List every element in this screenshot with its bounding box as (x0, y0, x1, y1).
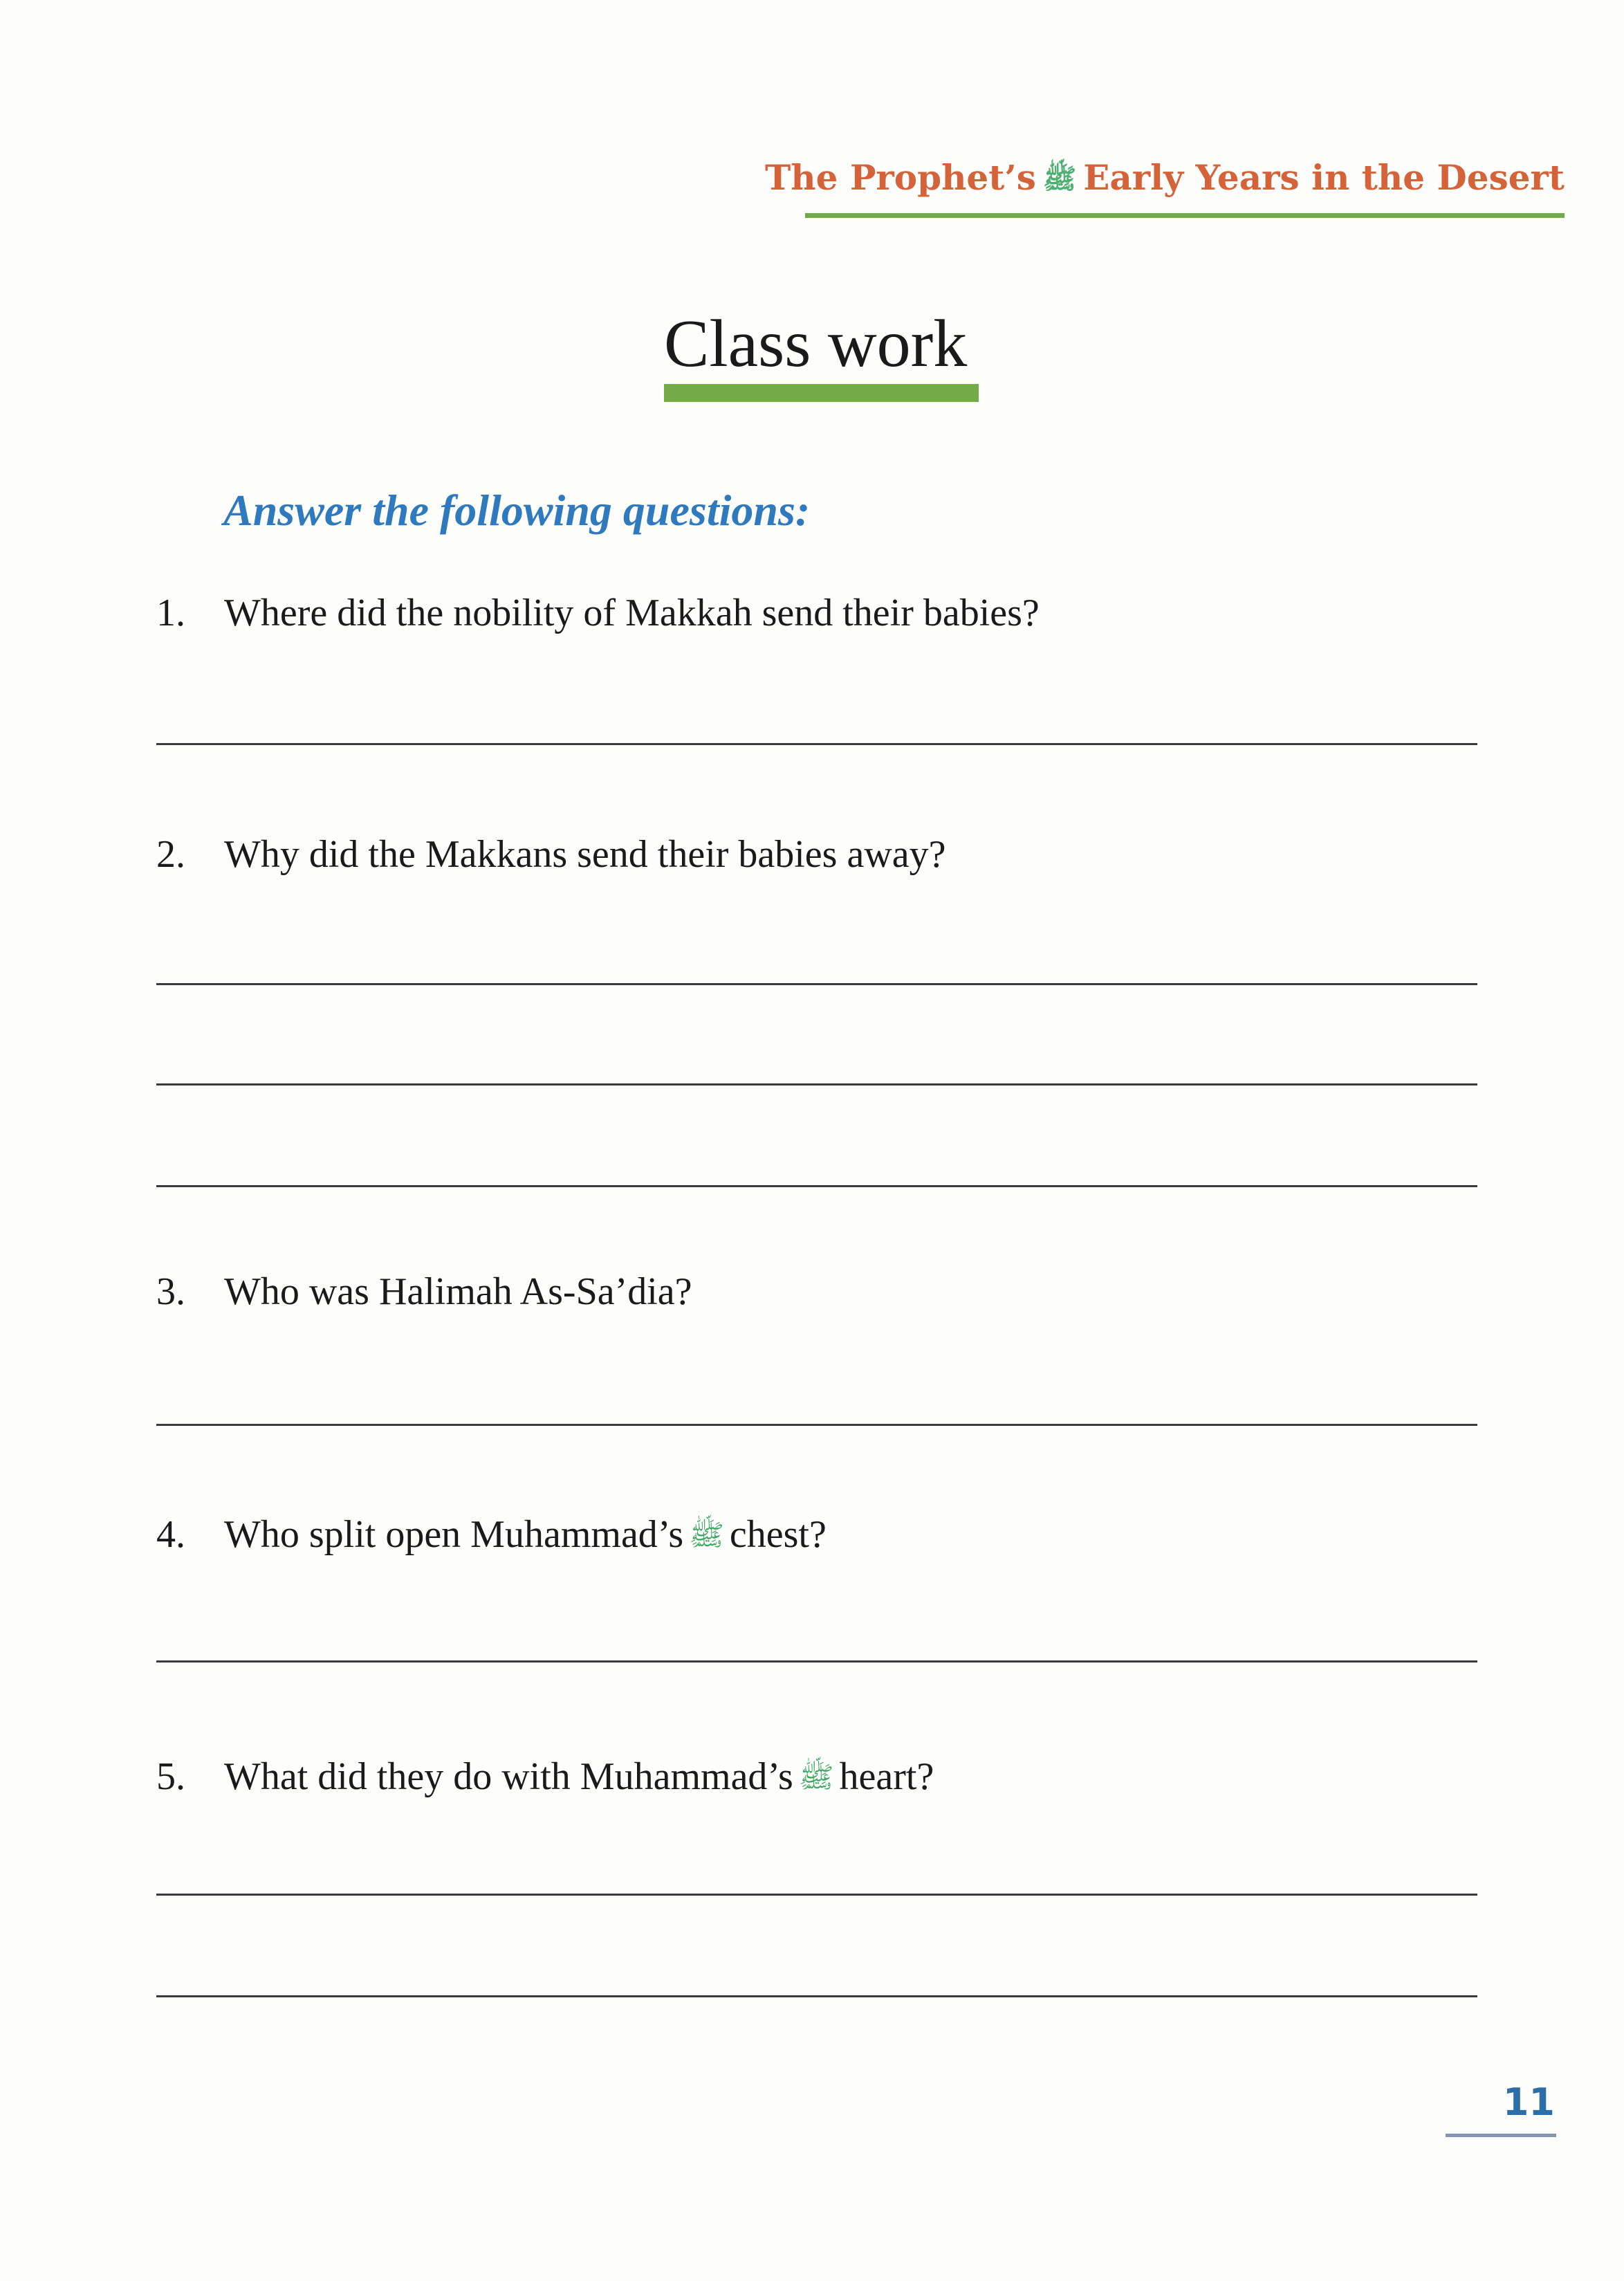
section-title: Class work (664, 306, 968, 381)
instruction-text: Answer the following questions: (223, 486, 811, 535)
answer-line-4a[interactable] (156, 1660, 1477, 1662)
question-number: 2. (156, 833, 185, 876)
question-number: 3. (156, 1270, 185, 1313)
pbuh-icon: ﷺ (1042, 163, 1077, 195)
answer-line-2b[interactable] (156, 1083, 1477, 1085)
answer-line-3a[interactable] (156, 1424, 1477, 1426)
running-header (765, 157, 1565, 198)
answer-line-5b[interactable] (156, 1995, 1477, 1997)
question-4 (156, 1515, 827, 1554)
question-text-before: What did they do with Muhammad’s (224, 1755, 793, 1798)
answer-line-2a[interactable] (156, 983, 1477, 985)
page-number-underline (1446, 2134, 1556, 2137)
question-5 (156, 1757, 934, 1796)
header-underline (805, 213, 1565, 218)
question-number: 1. (156, 592, 185, 634)
answer-line-1a[interactable] (156, 743, 1477, 745)
pbuh-icon: ﷺ (798, 1762, 834, 1794)
answer-line-2c[interactable] (156, 1185, 1477, 1187)
page-number: 11 (1502, 2080, 1555, 2124)
question-text: Who was Halimah As-Sa’dia? (224, 1270, 692, 1313)
question-text: Where did the nobility of Makkah send their babies? (224, 592, 1040, 634)
question-text-before: Who split open Muhammad’s (224, 1513, 684, 1556)
header-title-part-1: The Prophet’s (765, 157, 1036, 198)
question-number: 5. (156, 1755, 185, 1798)
question-text: Why did the Makkans send their babies away? (224, 833, 946, 876)
question-3 (156, 1272, 692, 1311)
question-2 (156, 835, 945, 874)
question-text-after: heart? (839, 1755, 934, 1798)
section-title-underline (664, 384, 979, 402)
question-text-after: chest? (729, 1513, 827, 1556)
running-header-title (765, 157, 1565, 198)
header-title-part-2: Early Years in the Desert (1083, 157, 1565, 198)
question-1 (156, 594, 1040, 632)
answer-line-5a[interactable] (156, 1894, 1477, 1896)
pbuh-icon: ﷺ (689, 1520, 724, 1552)
question-number: 4. (156, 1513, 185, 1556)
